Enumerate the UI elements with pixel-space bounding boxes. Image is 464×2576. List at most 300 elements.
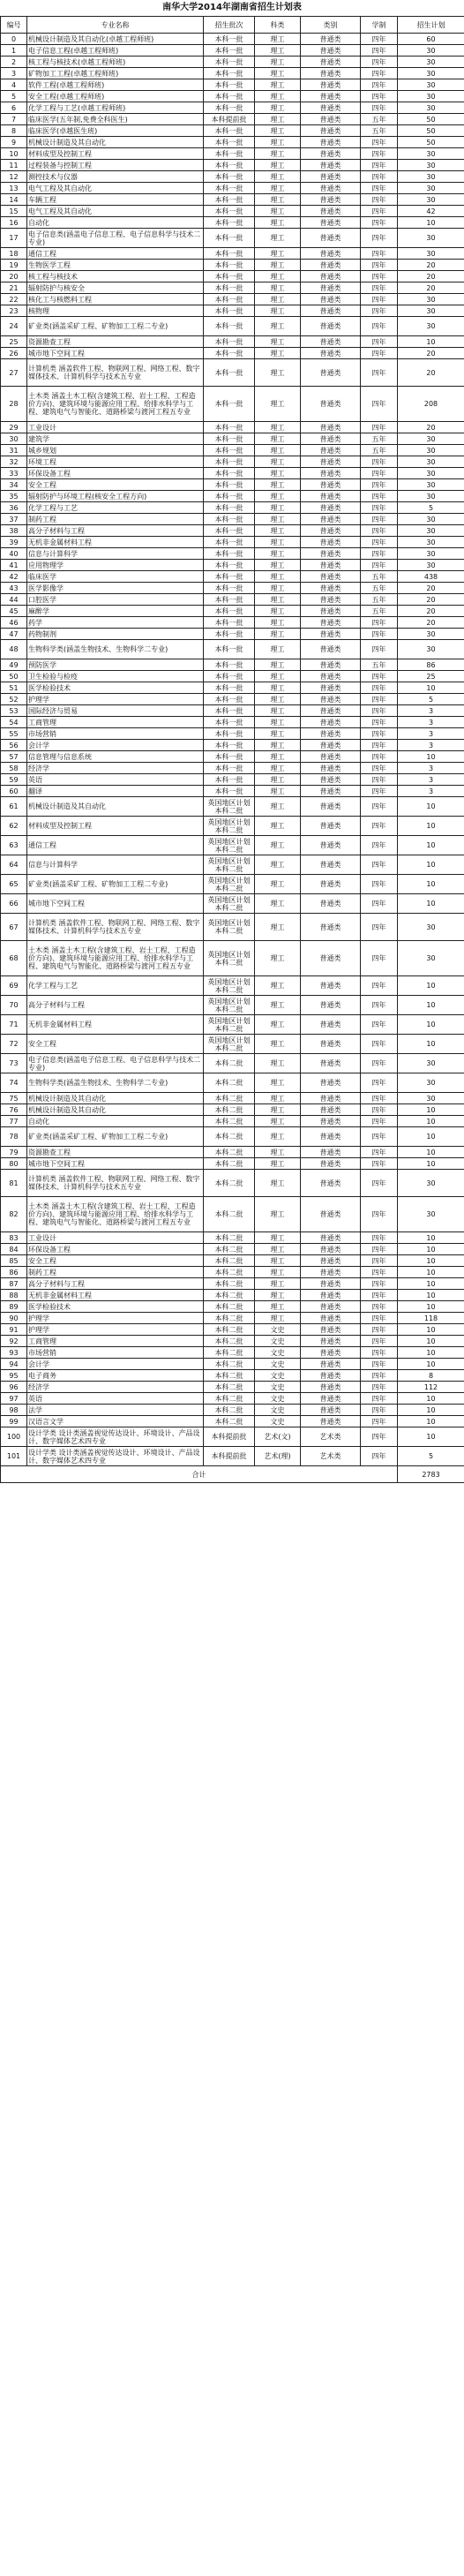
row-major: 矿业类(涵盖采矿工程、矿物加工工程二专业) bbox=[27, 317, 204, 336]
row-duration: 四年 bbox=[361, 740, 398, 751]
row-id: 27 bbox=[1, 359, 27, 387]
row-batch: 本科一批 bbox=[204, 763, 255, 774]
row-batch: 本科一批 bbox=[204, 640, 255, 659]
row-plan-count: 30 bbox=[398, 456, 464, 468]
row-duration: 四年 bbox=[361, 617, 398, 629]
row-category: 普通类 bbox=[301, 583, 361, 594]
row-major: 生物科学类(涵盖生物技术、生物科学二专业) bbox=[27, 640, 204, 659]
row-id: 42 bbox=[1, 571, 27, 583]
row-subject: 理工 bbox=[255, 606, 301, 617]
row-category: 普通类 bbox=[301, 894, 361, 914]
row-category: 普通类 bbox=[301, 774, 361, 786]
row-duration: 四年 bbox=[361, 260, 398, 271]
row-batch: 英国地区计划本科二批 bbox=[204, 1035, 255, 1054]
row-duration: 四年 bbox=[361, 336, 398, 348]
table-row bbox=[1, 1104, 464, 1116]
row-plan-count: 20 bbox=[398, 606, 464, 617]
table-row bbox=[1, 1035, 464, 1054]
row-duration: 四年 bbox=[361, 1267, 398, 1278]
row-subject: 理工 bbox=[255, 1278, 301, 1290]
row-id: 52 bbox=[1, 694, 27, 705]
row-subject: 理工 bbox=[255, 91, 301, 102]
row-plan-count: 10 bbox=[398, 1116, 464, 1127]
row-id: 14 bbox=[1, 194, 27, 206]
table-body bbox=[1, 34, 464, 1466]
row-subject: 理工 bbox=[255, 996, 301, 1015]
row-batch: 本科二批 bbox=[204, 1347, 255, 1359]
row-batch: 本科二批 bbox=[204, 1416, 255, 1427]
row-category: 普通类 bbox=[301, 617, 361, 629]
row-subject: 理工 bbox=[255, 537, 301, 548]
row-duration: 四年 bbox=[361, 1170, 398, 1197]
row-subject: 理工 bbox=[255, 1147, 301, 1158]
row-major: 软件工程(卓越工程师班) bbox=[27, 79, 204, 91]
row-duration: 四年 bbox=[361, 1336, 398, 1347]
row-id: 9 bbox=[1, 137, 27, 148]
row-major: 通信工程 bbox=[27, 836, 204, 855]
row-major: 生物科学类(涵盖生物技术、生物科学二专业) bbox=[27, 1073, 204, 1093]
row-major: 建筑学 bbox=[27, 433, 204, 445]
row-duration: 四年 bbox=[361, 1054, 398, 1073]
table-row bbox=[1, 194, 464, 206]
row-major: 核化工与核燃料工程 bbox=[27, 294, 204, 305]
row-category: 普通类 bbox=[301, 1015, 361, 1035]
row-plan-count: 30 bbox=[398, 445, 464, 456]
table-row bbox=[1, 1147, 464, 1158]
row-major: 无机非金属材料工程 bbox=[27, 1290, 204, 1301]
row-duration: 四年 bbox=[361, 817, 398, 836]
row-major: 信息管理与信息系统 bbox=[27, 751, 204, 763]
row-id: 28 bbox=[1, 387, 27, 422]
row-duration: 四年 bbox=[361, 728, 398, 740]
table-row bbox=[1, 160, 464, 171]
row-id: 54 bbox=[1, 717, 27, 728]
header-duration: 学制 bbox=[361, 17, 398, 34]
row-duration: 四年 bbox=[361, 682, 398, 694]
row-id: 44 bbox=[1, 594, 27, 606]
row-duration: 四年 bbox=[361, 34, 398, 45]
row-major: 核工程与核技术 bbox=[27, 271, 204, 282]
row-id: 32 bbox=[1, 456, 27, 468]
row-batch: 本科一批 bbox=[204, 671, 255, 682]
row-duration: 四年 bbox=[361, 68, 398, 79]
table-row bbox=[1, 1232, 464, 1244]
row-batch: 本科二批 bbox=[204, 1313, 255, 1324]
row-subject: 理工 bbox=[255, 114, 301, 125]
row-category: 普通类 bbox=[301, 525, 361, 537]
row-batch: 本科二批 bbox=[204, 1336, 255, 1347]
row-subject: 理工 bbox=[255, 68, 301, 79]
row-batch: 英国地区计划本科二批 bbox=[204, 855, 255, 875]
row-category: 普通类 bbox=[301, 183, 361, 194]
row-plan-count: 30 bbox=[398, 560, 464, 571]
row-subject: 理工 bbox=[255, 786, 301, 797]
row-duration: 四年 bbox=[361, 79, 398, 91]
row-plan-count: 10 bbox=[398, 1127, 464, 1147]
table-row bbox=[1, 996, 464, 1015]
enrollment-plan-table bbox=[0, 16, 464, 1483]
table-row bbox=[1, 282, 464, 294]
row-subject: 文史 bbox=[255, 1336, 301, 1347]
row-plan-count: 20 bbox=[398, 422, 464, 433]
row-category: 普通类 bbox=[301, 468, 361, 479]
row-duration: 四年 bbox=[361, 194, 398, 206]
table-row bbox=[1, 514, 464, 525]
row-batch: 本科提前批 bbox=[204, 114, 255, 125]
row-major: 电子信息类(涵盖电子信息工程、电子信息科学与技术二专业) bbox=[27, 229, 204, 248]
table-row bbox=[1, 468, 464, 479]
row-subject: 文史 bbox=[255, 1370, 301, 1382]
row-batch: 本科一批 bbox=[204, 705, 255, 717]
row-plan-count: 30 bbox=[398, 68, 464, 79]
row-id: 10 bbox=[1, 148, 27, 160]
row-duration: 四年 bbox=[361, 359, 398, 387]
row-batch: 英国地区计划本科二批 bbox=[204, 875, 255, 894]
row-category: 普通类 bbox=[301, 387, 361, 422]
row-category: 普通类 bbox=[301, 797, 361, 817]
row-major: 城市地下空间工程 bbox=[27, 348, 204, 359]
row-plan-count: 10 bbox=[398, 1427, 464, 1447]
table-row bbox=[1, 1170, 464, 1197]
row-category: 普通类 bbox=[301, 786, 361, 797]
row-subject: 艺术(文) bbox=[255, 1427, 301, 1447]
row-category: 普通类 bbox=[301, 1405, 361, 1416]
row-batch: 本科一批 bbox=[204, 491, 255, 502]
total-label: 合计 bbox=[1, 1466, 398, 1483]
row-category: 普通类 bbox=[301, 34, 361, 45]
table-row bbox=[1, 1427, 464, 1447]
row-major: 临床医学(五年制,免费全科医生) bbox=[27, 114, 204, 125]
row-major: 化学工程与工艺 bbox=[27, 502, 204, 514]
row-duration: 四年 bbox=[361, 1347, 398, 1359]
row-plan-count: 20 bbox=[398, 594, 464, 606]
row-category: 普通类 bbox=[301, 594, 361, 606]
row-id: 68 bbox=[1, 941, 27, 976]
row-duration: 四年 bbox=[361, 786, 398, 797]
row-duration: 四年 bbox=[361, 1447, 398, 1466]
row-subject: 艺术(理) bbox=[255, 1447, 301, 1466]
row-duration: 四年 bbox=[361, 217, 398, 229]
row-duration: 四年 bbox=[361, 1232, 398, 1244]
row-plan-count: 3 bbox=[398, 705, 464, 717]
row-duration: 四年 bbox=[361, 1324, 398, 1336]
row-duration: 四年 bbox=[361, 1127, 398, 1147]
row-major: 土木类 涵盖土木工程(含建筑工程、岩土工程、工程造价方向)、建筑环境与能源应用工程、给排水科学与工程、建筑电气与智能化、道路桥梁与渡河工程五专业 bbox=[27, 387, 204, 422]
row-id: 83 bbox=[1, 1232, 27, 1244]
row-batch: 本科二批 bbox=[204, 1370, 255, 1382]
row-duration: 四年 bbox=[361, 229, 398, 248]
row-duration: 四年 bbox=[361, 305, 398, 317]
row-subject: 文史 bbox=[255, 1359, 301, 1370]
row-duration: 四年 bbox=[361, 1147, 398, 1158]
row-category: 普通类 bbox=[301, 1382, 361, 1393]
row-batch: 英国地区计划本科二批 bbox=[204, 976, 255, 996]
row-major: 无机非金属材料工程 bbox=[27, 1015, 204, 1035]
table-row bbox=[1, 359, 464, 387]
row-batch: 英国地区计划本科二批 bbox=[204, 797, 255, 817]
table-row bbox=[1, 422, 464, 433]
row-id: 59 bbox=[1, 774, 27, 786]
row-category: 普通类 bbox=[301, 1232, 361, 1244]
row-batch: 本科二批 bbox=[204, 1393, 255, 1405]
row-major: 高分子材料与工程 bbox=[27, 996, 204, 1015]
row-id: 72 bbox=[1, 1035, 27, 1054]
row-major: 土木类 涵盖土木工程(含建筑工程、岩土工程、工程造价方向)、建筑环境与能源应用工程、给排水科学与工程、建筑电气与智能化、道路桥梁与渡河工程五专业 bbox=[27, 1197, 204, 1232]
row-subject: 理工 bbox=[255, 514, 301, 525]
row-batch: 本科一批 bbox=[204, 294, 255, 305]
row-plan-count: 30 bbox=[398, 514, 464, 525]
table-row bbox=[1, 336, 464, 348]
row-category: 普通类 bbox=[301, 705, 361, 717]
row-category: 普通类 bbox=[301, 548, 361, 560]
row-id: 77 bbox=[1, 1116, 27, 1127]
row-subject: 理工 bbox=[255, 387, 301, 422]
row-major: 资源勘查工程 bbox=[27, 336, 204, 348]
row-duration: 四年 bbox=[361, 717, 398, 728]
table-row bbox=[1, 217, 464, 229]
row-category: 普通类 bbox=[301, 502, 361, 514]
row-batch: 本科一批 bbox=[204, 694, 255, 705]
row-category: 普通类 bbox=[301, 1158, 361, 1170]
row-duration: 四年 bbox=[361, 914, 398, 941]
row-id: 93 bbox=[1, 1347, 27, 1359]
row-major: 工商管理 bbox=[27, 717, 204, 728]
row-id: 86 bbox=[1, 1267, 27, 1278]
row-duration: 四年 bbox=[361, 160, 398, 171]
row-major: 车辆工程 bbox=[27, 194, 204, 206]
row-plan-count: 10 bbox=[398, 682, 464, 694]
row-plan-count: 30 bbox=[398, 91, 464, 102]
row-id: 73 bbox=[1, 1054, 27, 1073]
table-row bbox=[1, 260, 464, 271]
table-row bbox=[1, 387, 464, 422]
row-category: 普通类 bbox=[301, 1267, 361, 1278]
row-subject: 理工 bbox=[255, 1255, 301, 1267]
row-plan-count: 50 bbox=[398, 114, 464, 125]
row-plan-count: 10 bbox=[398, 1405, 464, 1416]
row-category: 普通类 bbox=[301, 1370, 361, 1382]
row-batch: 本科一批 bbox=[204, 583, 255, 594]
table-row bbox=[1, 1324, 464, 1336]
table-row bbox=[1, 629, 464, 640]
row-plan-count: 10 bbox=[398, 1244, 464, 1255]
row-id: 74 bbox=[1, 1073, 27, 1093]
row-id: 29 bbox=[1, 422, 27, 433]
table-row bbox=[1, 525, 464, 537]
row-category: 普通类 bbox=[301, 68, 361, 79]
row-category: 普通类 bbox=[301, 294, 361, 305]
row-batch: 本科一批 bbox=[204, 774, 255, 786]
row-category: 普通类 bbox=[301, 1255, 361, 1267]
row-subject: 文史 bbox=[255, 1405, 301, 1416]
row-plan-count: 10 bbox=[398, 855, 464, 875]
row-category: 普通类 bbox=[301, 1301, 361, 1313]
row-subject: 理工 bbox=[255, 1035, 301, 1054]
table-row bbox=[1, 728, 464, 740]
row-duration: 四年 bbox=[361, 1035, 398, 1054]
row-subject: 理工 bbox=[255, 137, 301, 148]
row-subject: 理工 bbox=[255, 282, 301, 294]
row-major: 测控技术与仪器 bbox=[27, 171, 204, 183]
row-batch: 本科一批 bbox=[204, 594, 255, 606]
row-id: 5 bbox=[1, 91, 27, 102]
row-duration: 四年 bbox=[361, 629, 398, 640]
row-category: 普通类 bbox=[301, 751, 361, 763]
row-subject: 理工 bbox=[255, 1244, 301, 1255]
row-major: 电子信息类(涵盖电子信息工程、电子信息科学与技术二专业) bbox=[27, 1054, 204, 1073]
row-batch: 本科一批 bbox=[204, 79, 255, 91]
table-row bbox=[1, 502, 464, 514]
row-major: 矿业类(涵盖采矿工程、矿物加工工程二专业) bbox=[27, 875, 204, 894]
row-id: 11 bbox=[1, 160, 27, 171]
table-row bbox=[1, 694, 464, 705]
row-subject: 理工 bbox=[255, 1104, 301, 1116]
row-id: 47 bbox=[1, 629, 27, 640]
row-major: 电气工程及其自动化 bbox=[27, 183, 204, 194]
row-major: 通信工程 bbox=[27, 248, 204, 260]
row-major: 过程装备与控制工程 bbox=[27, 160, 204, 171]
row-duration: 四年 bbox=[361, 45, 398, 56]
row-category: 普通类 bbox=[301, 1393, 361, 1405]
row-subject: 理工 bbox=[255, 248, 301, 260]
row-subject: 理工 bbox=[255, 445, 301, 456]
row-subject: 理工 bbox=[255, 525, 301, 537]
row-subject: 理工 bbox=[255, 468, 301, 479]
row-plan-count: 438 bbox=[398, 571, 464, 583]
row-subject: 理工 bbox=[255, 359, 301, 387]
row-subject: 理工 bbox=[255, 1267, 301, 1278]
row-duration: 五年 bbox=[361, 594, 398, 606]
row-duration: 四年 bbox=[361, 1073, 398, 1093]
row-category: 普通类 bbox=[301, 855, 361, 875]
row-subject: 理工 bbox=[255, 1232, 301, 1244]
row-duration: 四年 bbox=[361, 875, 398, 894]
row-category: 普通类 bbox=[301, 682, 361, 694]
row-batch: 本科一批 bbox=[204, 137, 255, 148]
row-id: 2 bbox=[1, 56, 27, 68]
row-major: 会计学 bbox=[27, 1359, 204, 1370]
row-subject: 理工 bbox=[255, 594, 301, 606]
row-id: 6 bbox=[1, 102, 27, 114]
row-subject: 文史 bbox=[255, 1382, 301, 1393]
row-duration: 四年 bbox=[361, 271, 398, 282]
row-batch: 本科一批 bbox=[204, 537, 255, 548]
table-row bbox=[1, 855, 464, 875]
row-duration: 四年 bbox=[361, 1301, 398, 1313]
table-row bbox=[1, 294, 464, 305]
row-major: 护理学 bbox=[27, 1324, 204, 1336]
table-row bbox=[1, 659, 464, 671]
row-duration: 四年 bbox=[361, 502, 398, 514]
row-major: 安全工程(卓越工程师班) bbox=[27, 91, 204, 102]
row-id: 64 bbox=[1, 855, 27, 875]
table-row bbox=[1, 1359, 464, 1370]
row-id: 35 bbox=[1, 491, 27, 502]
row-category: 普通类 bbox=[301, 1054, 361, 1073]
row-id: 90 bbox=[1, 1313, 27, 1324]
row-batch: 英国地区计划本科二批 bbox=[204, 836, 255, 855]
row-major: 安全工程 bbox=[27, 1035, 204, 1054]
row-id: 3 bbox=[1, 68, 27, 79]
table-row bbox=[1, 740, 464, 751]
table-row bbox=[1, 1393, 464, 1405]
row-batch: 本科一批 bbox=[204, 606, 255, 617]
row-id: 40 bbox=[1, 548, 27, 560]
row-category: 普通类 bbox=[301, 206, 361, 217]
row-duration: 四年 bbox=[361, 1104, 398, 1116]
row-batch: 本科一批 bbox=[204, 445, 255, 456]
row-subject: 理工 bbox=[255, 1301, 301, 1313]
table-row bbox=[1, 705, 464, 717]
row-duration: 四年 bbox=[361, 705, 398, 717]
row-plan-count: 20 bbox=[398, 583, 464, 594]
row-subject: 理工 bbox=[255, 206, 301, 217]
row-duration: 四年 bbox=[361, 976, 398, 996]
table-row bbox=[1, 1158, 464, 1170]
row-id: 33 bbox=[1, 468, 27, 479]
row-plan-count: 3 bbox=[398, 763, 464, 774]
row-subject: 理工 bbox=[255, 682, 301, 694]
row-id: 82 bbox=[1, 1197, 27, 1232]
row-duration: 四年 bbox=[361, 102, 398, 114]
page-title: 南华大学2014年湖南省招生计划表 bbox=[162, 3, 302, 12]
table-row bbox=[1, 1244, 464, 1255]
row-major: 自动化 bbox=[27, 217, 204, 229]
row-plan-count: 30 bbox=[398, 148, 464, 160]
row-category: 普通类 bbox=[301, 717, 361, 728]
row-batch: 本科一批 bbox=[204, 479, 255, 491]
row-plan-count: 30 bbox=[398, 548, 464, 560]
row-category: 普通类 bbox=[301, 560, 361, 571]
row-id: 58 bbox=[1, 763, 27, 774]
row-category: 普通类 bbox=[301, 1147, 361, 1158]
row-subject: 理工 bbox=[255, 705, 301, 717]
row-plan-count: 208 bbox=[398, 387, 464, 422]
row-major: 材料成型及控制工程 bbox=[27, 148, 204, 160]
row-plan-count: 10 bbox=[398, 1255, 464, 1267]
row-plan-count: 30 bbox=[398, 629, 464, 640]
row-duration: 四年 bbox=[361, 1313, 398, 1324]
row-subject: 理工 bbox=[255, 728, 301, 740]
table-row bbox=[1, 682, 464, 694]
row-batch: 本科一批 bbox=[204, 102, 255, 114]
row-id: 48 bbox=[1, 640, 27, 659]
row-subject: 理工 bbox=[255, 171, 301, 183]
row-major: 护理学 bbox=[27, 694, 204, 705]
row-category: 艺术类 bbox=[301, 1427, 361, 1447]
row-duration: 四年 bbox=[361, 763, 398, 774]
row-major: 法学 bbox=[27, 1405, 204, 1416]
row-batch: 本科一批 bbox=[204, 348, 255, 359]
row-subject: 理工 bbox=[255, 260, 301, 271]
row-id: 76 bbox=[1, 1104, 27, 1116]
row-duration: 五年 bbox=[361, 606, 398, 617]
row-category: 普通类 bbox=[301, 433, 361, 445]
table-row bbox=[1, 1447, 464, 1466]
row-subject: 理工 bbox=[255, 1170, 301, 1197]
row-major: 计算机类 涵盖软件工程、物联网工程、网络工程、数字媒体技术、计算机科学与技术五专业 bbox=[27, 1170, 204, 1197]
row-subject: 理工 bbox=[255, 751, 301, 763]
table-row bbox=[1, 171, 464, 183]
table-row bbox=[1, 137, 464, 148]
row-id: 0 bbox=[1, 34, 27, 45]
row-id: 12 bbox=[1, 171, 27, 183]
row-id: 51 bbox=[1, 682, 27, 694]
row-batch: 本科一批 bbox=[204, 171, 255, 183]
row-batch: 本科一批 bbox=[204, 751, 255, 763]
row-id: 97 bbox=[1, 1393, 27, 1405]
table-row bbox=[1, 1278, 464, 1290]
